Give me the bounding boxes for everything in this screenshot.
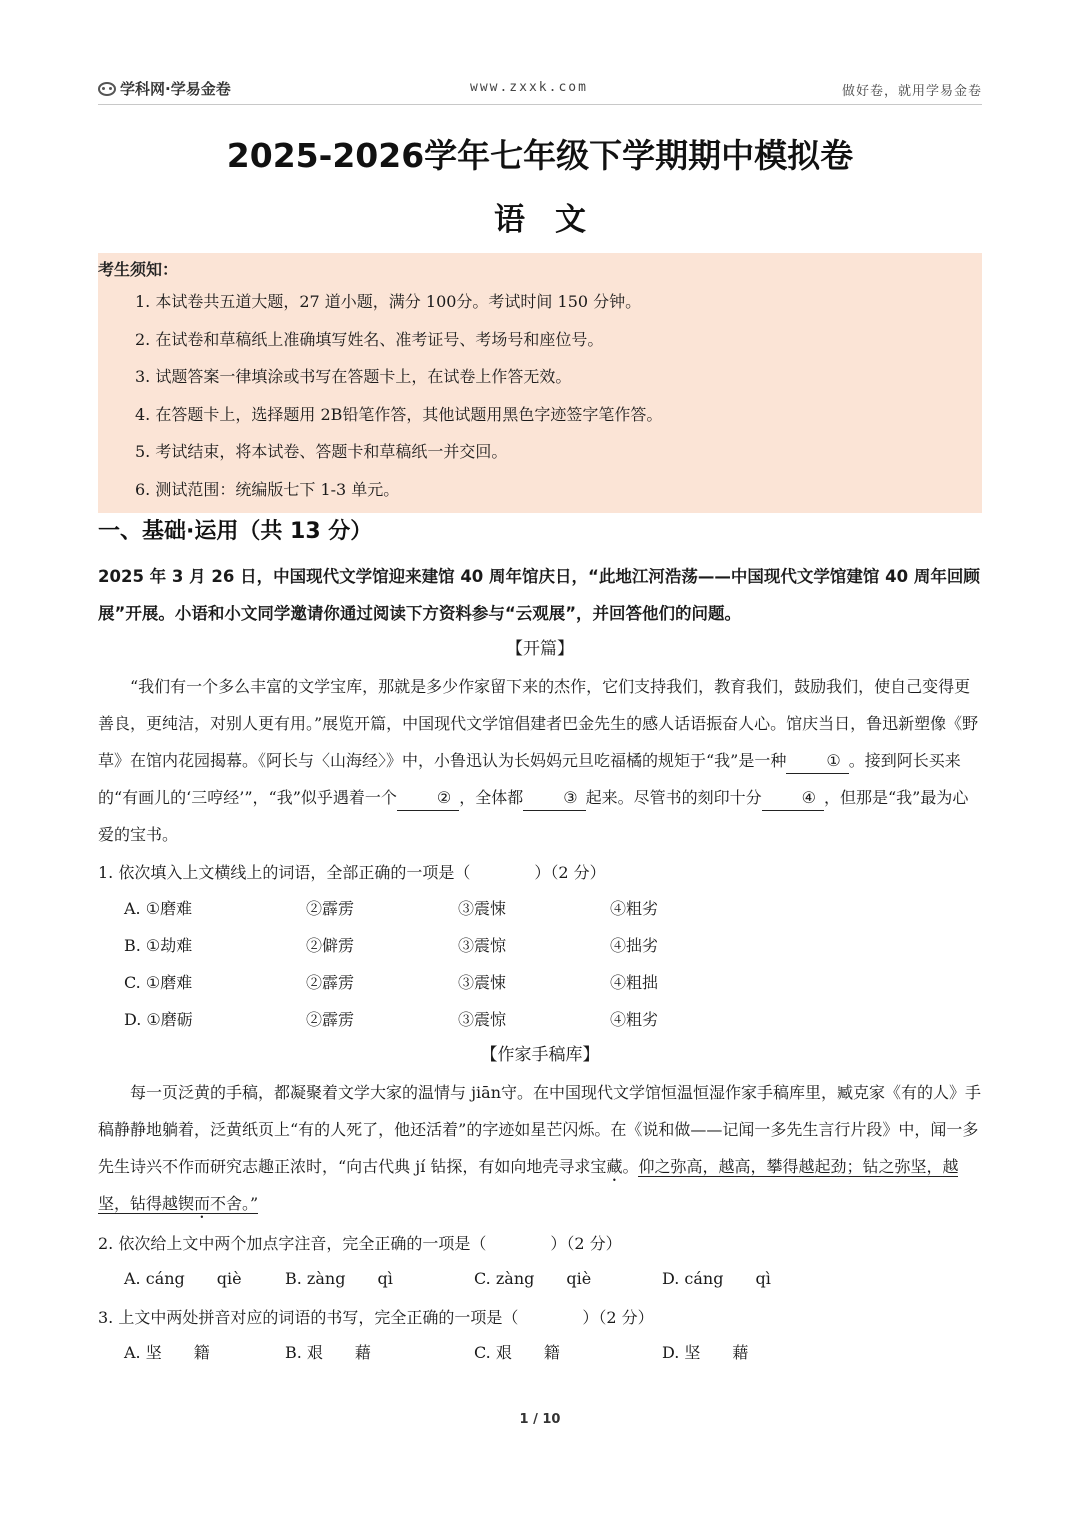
option-c-item: ④粗拙 xyxy=(610,973,659,992)
notice-item: 2. 在试卷和草稿纸上准确填写姓名、准考证号、考场号和座位号。 xyxy=(135,329,604,349)
option-b-item: ④拙劣 xyxy=(610,936,659,955)
block-title-opening: 【开篇】 xyxy=(506,639,574,659)
option-d-item: ③震惊 xyxy=(458,1010,507,1029)
exam-notice xyxy=(98,253,982,513)
paragraph-text: “我们有一个多么丰富的文学宝库，那就是多少作家留下来的杰作，它们支持我们，教育我们，鼓励我们，使自己变得更善良，更纯洁，对别人更有用。”展览开篇，中国现代文学馆倡建者巴金先生的感人话语振奋人心。馆庆当日，鲁迅新塑像《野草》在馆内花园揭幕。《阿长与〈山海经〉》中，小鲁迅认为长妈妈元旦吃福橘的规矩于“我”是一种 xyxy=(98,677,979,770)
fill-blank-1: ① xyxy=(786,749,848,774)
option-b: B. 艰 藉 xyxy=(285,1343,371,1362)
exam-title: 2025-2026学年七年级下学期期中模拟卷 xyxy=(226,136,854,175)
block-title-manuscripts: 【作家手稿库】 xyxy=(480,1045,600,1065)
option-a: A. 坚 籍 xyxy=(124,1343,210,1362)
notice-item: 5. 考试结束，将本试卷、答题卡和草稿纸一并交回。 xyxy=(135,442,508,461)
question-3-stem: 3. 上文中两处拼音对应的词语的书写，完全正确的一项是（ ）（2 分） xyxy=(98,1308,654,1327)
manuscript-paragraph xyxy=(98,1074,982,1222)
intro-paragraph: 2025 年 3 月 26 日，中国现代文学馆迎来建馆 40 周年馆庆日，“此地江河浩荡——中国现代文学馆建馆 40 周年回顾展”开展。小语和小文同学邀请你通过阅读下方资料参与“云观展”，并回答他们的问题。 xyxy=(98,567,980,623)
notice-item: 6. 测试范围：统编版七下 1-3 单元。 xyxy=(135,479,400,499)
fill-blank-4: ④ xyxy=(762,786,824,811)
logo-icon xyxy=(98,82,116,96)
option-d: D. cáng qì xyxy=(662,1269,771,1288)
dotted-char: 藏 xyxy=(606,1157,623,1176)
section-heading: 一、基础·运用（共 13 分） xyxy=(98,519,373,544)
option-a-item: ③震悚 xyxy=(458,899,507,918)
question-2-stem: 2. 依次给上文中两个加点字注音，完全正确的一项是（ ）（2 分） xyxy=(98,1234,622,1253)
site-url: www.zxxk.com xyxy=(470,80,588,95)
option-c: C. zàng qiè xyxy=(474,1269,592,1288)
fill-blank-2: ② xyxy=(397,786,459,811)
dotted-char: 而 xyxy=(194,1194,211,1213)
option-a-item: ②霹雳 xyxy=(306,899,355,918)
option-b: B. zàng qì xyxy=(285,1269,393,1288)
fill-blank-3: ③ xyxy=(523,786,585,811)
paragraph-text: 起来。尽管书的刻印十分 xyxy=(585,788,762,807)
option-c-item: ②霹雳 xyxy=(306,973,355,992)
paragraph-text: ，但那是“我”最为心爱的宝书。 xyxy=(98,788,969,844)
underlined-text: 仰之弥高，越高，攀得越起劲；钻之弥坚，越坚，钻得越锲 xyxy=(98,1157,959,1213)
question-1-stem: 1. 依次填入上文横线上的词语，全部正确的一项是（ ）（2 分） xyxy=(98,863,606,882)
option-c: C. 艰 籍 xyxy=(474,1343,560,1362)
option-b-item: ③震惊 xyxy=(458,936,507,955)
option-d: D. 坚 藉 xyxy=(662,1343,749,1362)
header-slogan: 做好卷，就用学易金卷 xyxy=(841,84,982,99)
option-d-item: ②霹雳 xyxy=(306,1010,355,1029)
page-number: 1 / 10 xyxy=(519,1412,561,1427)
option-b-item: B. ①劫难 xyxy=(124,936,193,955)
option-b-item: ②僻雳 xyxy=(306,936,355,955)
subject-title: 语文 xyxy=(494,202,616,238)
option-a-item: ④粗劣 xyxy=(610,899,659,918)
underlined-text: 不舍。” xyxy=(210,1194,259,1213)
opening-paragraph xyxy=(98,668,982,853)
notice-item: 1. 本试卷共五道大题，27 道小题，满分 100分。考试时间 150 分钟。 xyxy=(135,292,642,311)
logo xyxy=(98,78,231,99)
option-d-item: D. ①磨砺 xyxy=(124,1010,193,1029)
paragraph-text: 。 xyxy=(622,1157,639,1176)
paragraph-text: 。接到阿长买来的“有画儿的‘三哼经’”，“我”似乎遇着一个 xyxy=(98,751,961,807)
paragraph-text: ，全体都 xyxy=(459,788,524,807)
notice-list xyxy=(98,283,982,508)
option-c-item: C. ①磨难 xyxy=(124,973,193,992)
paragraph-text: 每一页泛黄的手稿，都凝聚着文学大家的温情与 jiān守。在中国现代文学馆恒温恒湿作家手稿库里，臧克家《有的人》手稿静静地躺着，泛黄纸页上“有的人死了，他还活着”的字迹如星芒闪烁。在《说和做——记闻一多先生言行片段》中，闻一多先生诗兴不作而研究志趣正浓时，“向古代典 jí 钻探，有如向地壳寻求宝 xyxy=(98,1083,982,1176)
page-header xyxy=(98,78,982,105)
notice-item: 4. 在答题卡上，选择题用 2B铅笔作答，其他试题用黑色字迹签字笔作答。 xyxy=(135,404,663,424)
option-c-item: ③震悚 xyxy=(458,973,507,992)
notice-title: 考生须知： xyxy=(98,260,179,279)
logo-text: 学科网·学易金卷 xyxy=(120,80,231,98)
notice-item: 3. 试题答案一律填涂或书写在答题卡上，在试卷上作答无效。 xyxy=(135,367,572,386)
option-a: A. cáng qiè xyxy=(124,1269,242,1288)
option-d-item: ④粗劣 xyxy=(610,1010,659,1029)
option-a-item: A. ①磨难 xyxy=(124,899,193,918)
